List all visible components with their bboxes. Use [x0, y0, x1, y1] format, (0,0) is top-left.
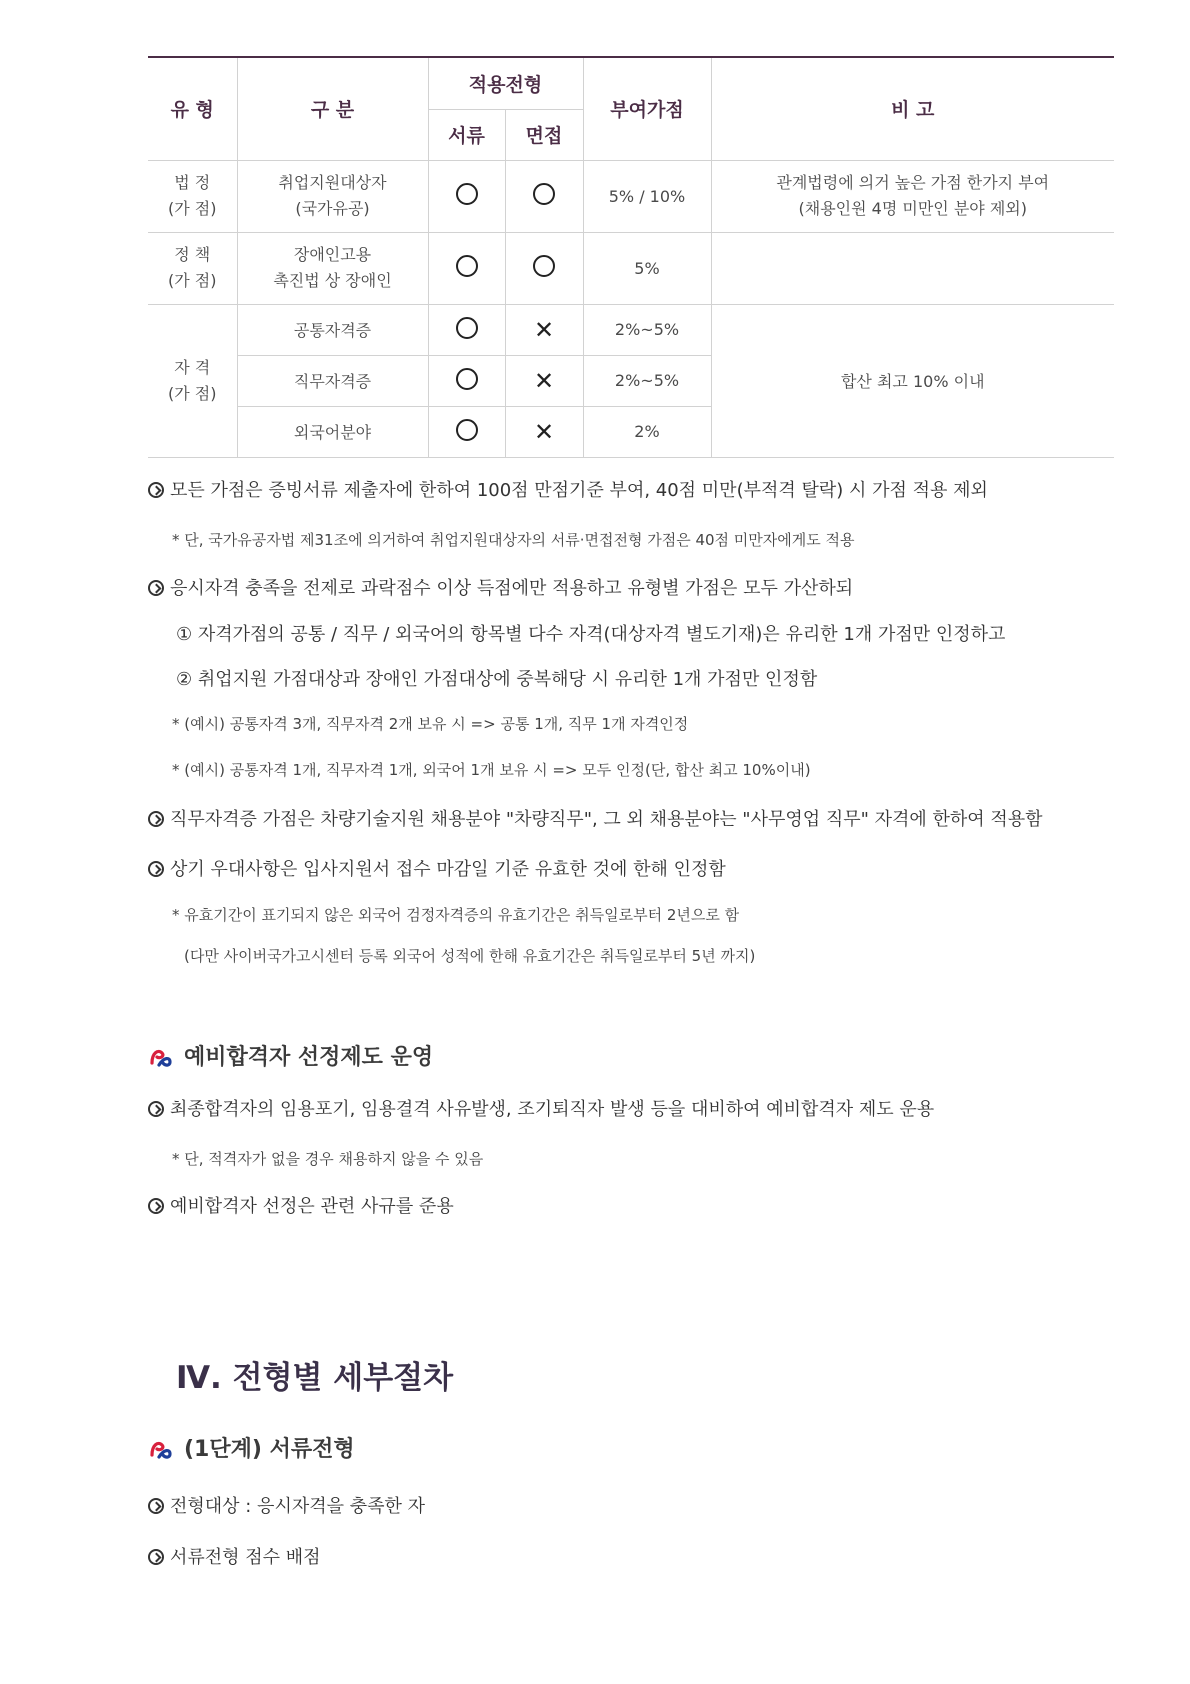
circle-arrow-icon [148, 811, 164, 827]
header-type: 유 형 [148, 57, 237, 160]
circle-icon [456, 183, 478, 205]
cell-category: 직무자격증 [237, 355, 428, 406]
footnote: * (예시) 공통자격 3개, 직무자격 2개 보유 시 => 공통 1개, 직무 1개 자격인정 [172, 715, 689, 733]
cell-interview-mark [505, 304, 583, 355]
cell-document-mark [428, 160, 505, 232]
cross-icon: ✕ [533, 366, 555, 395]
numbered-item: ① 자격가점의 공통 / 직무 / 외국어의 항목별 다수 자격(대상자격 별도기재)은 유리한 1개 가점만 인정하고 [176, 624, 1006, 645]
circle-icon [456, 317, 478, 339]
bullet-item: 전형대상 : 응시자격을 충족한 자 [148, 1492, 1118, 1518]
circle-arrow-icon [148, 861, 164, 877]
footnote: * (예시) 공통자격 1개, 직무자격 1개, 외국어 1개 보유 시 => 모두 인정(단, 합산 최고 10%이내) [172, 761, 811, 779]
company-logo-icon [148, 1435, 174, 1461]
cell-category: 장애인고용 촉진법 상 장애인 [237, 232, 428, 304]
footnote: * 단, 국가유공자법 제31조에 의거하여 취업지원대상자의 서류·면접전형 가점은 40점 미만자에게도 적용 [172, 531, 855, 549]
header-remark: 비 고 [711, 57, 1114, 160]
cell-type: 정 책 (가 점) [148, 232, 237, 304]
bullet-item: 상기 우대사항은 입사지원서 접수 마감일 기준 유효한 것에 한해 인정함 [148, 855, 1118, 881]
bullet-item: 직무자격증 가점은 차량기술지원 채용분야 "차량직무", 그 외 채용분야는 "사무영업 직무" 자격에 한하여 적용함 [148, 805, 1118, 831]
header-applied-stage: 적용전형 [428, 57, 583, 109]
table-row-policy [148, 232, 1114, 304]
cell-bonus: 2%~5% [583, 304, 711, 355]
cell-remark: 합산 최고 10% 이내 [711, 304, 1114, 457]
bonus-points-table [148, 56, 1114, 458]
cell-interview-mark [505, 406, 583, 457]
circle-icon [533, 255, 555, 277]
cell-remark [711, 232, 1114, 304]
cell-bonus: 5% / 10% [583, 160, 711, 232]
footnote: * 단, 적격자가 없을 경우 채용하지 않을 수 있음 [172, 1150, 484, 1168]
cell-bonus: 2%~5% [583, 355, 711, 406]
cross-icon: ✕ [533, 417, 555, 446]
cell-category: 외국어분야 [237, 406, 428, 457]
circle-arrow-icon [148, 580, 164, 596]
circle-arrow-icon [148, 1198, 164, 1214]
bullet-item: 모든 가점은 증빙서류 제출자에 한하여 100점 만점기준 부여, 40점 미만(부적격 탈락) 시 가점 적용 제외 [148, 476, 1118, 502]
bullet-item: 예비합격자 선정은 관련 사규를 준용 [148, 1192, 1118, 1218]
cell-remark: 관계법령에 의거 높은 가점 한가지 부여 (채용인원 4명 미만인 분야 제외) [711, 160, 1114, 232]
cell-type: 법 정 (가 점) [148, 160, 237, 232]
cell-bonus: 2% [583, 406, 711, 457]
cell-category: 공통자격증 [237, 304, 428, 355]
section-heading-reserve: 예비합격자 선정제도 운영 [148, 1040, 1118, 1071]
header-interview: 면접 [505, 109, 583, 160]
circle-arrow-icon [148, 1101, 164, 1117]
circle-icon [456, 419, 478, 441]
bullet-item: 최종합격자의 임용포기, 임용결격 사유발생, 조기퇴직자 발생 등을 대비하여 예비합격자 제도 운용 [148, 1095, 1118, 1121]
cell-category: 취업지원대상자 (국가유공) [237, 160, 428, 232]
header-document: 서류 [428, 109, 505, 160]
footnote: * 유효기간이 표기되지 않은 외국어 검정자격증의 유효기간은 취득일로부터 2년으로 함 [172, 906, 740, 924]
section-heading-stage1: (1단계) 서류전형 [148, 1432, 1118, 1463]
cell-bonus: 5% [583, 232, 711, 304]
circle-arrow-icon [148, 1549, 164, 1565]
cell-document-mark [428, 355, 505, 406]
header-category: 구 분 [237, 57, 428, 160]
cell-interview-mark [505, 160, 583, 232]
cell-document-mark [428, 406, 505, 457]
circle-icon [456, 368, 478, 390]
footnote: (다만 사이버국가고시센터 등록 외국어 성적에 한해 유효기간은 취득일로부터 5년 까지) [184, 947, 756, 965]
bullet-item: 서류전형 점수 배점 [148, 1543, 1118, 1569]
cell-interview-mark [505, 232, 583, 304]
header-bonus: 부여가점 [583, 57, 711, 160]
cell-document-mark [428, 232, 505, 304]
section-title: Ⅳ. 전형별 세부절차 [176, 1360, 454, 1396]
table-row-legal [148, 160, 1114, 232]
company-logo-icon [148, 1043, 174, 1069]
circle-icon [456, 255, 478, 277]
numbered-item: ② 취업지원 가점대상과 장애인 가점대상에 중복해당 시 유리한 1개 가점만 인정함 [176, 669, 818, 690]
table-row-qualification [148, 304, 1114, 355]
cell-document-mark [428, 304, 505, 355]
cross-icon: ✕ [533, 315, 555, 344]
circle-arrow-icon [148, 482, 164, 498]
circle-icon [533, 183, 555, 205]
cell-interview-mark [505, 355, 583, 406]
bullet-item: 응시자격 충족을 전제로 과락점수 이상 득점에만 적용하고 유형별 가점은 모두 가산하되 [148, 574, 1118, 600]
circle-arrow-icon [148, 1498, 164, 1514]
cell-type: 자 격 (가 점) [148, 304, 237, 457]
